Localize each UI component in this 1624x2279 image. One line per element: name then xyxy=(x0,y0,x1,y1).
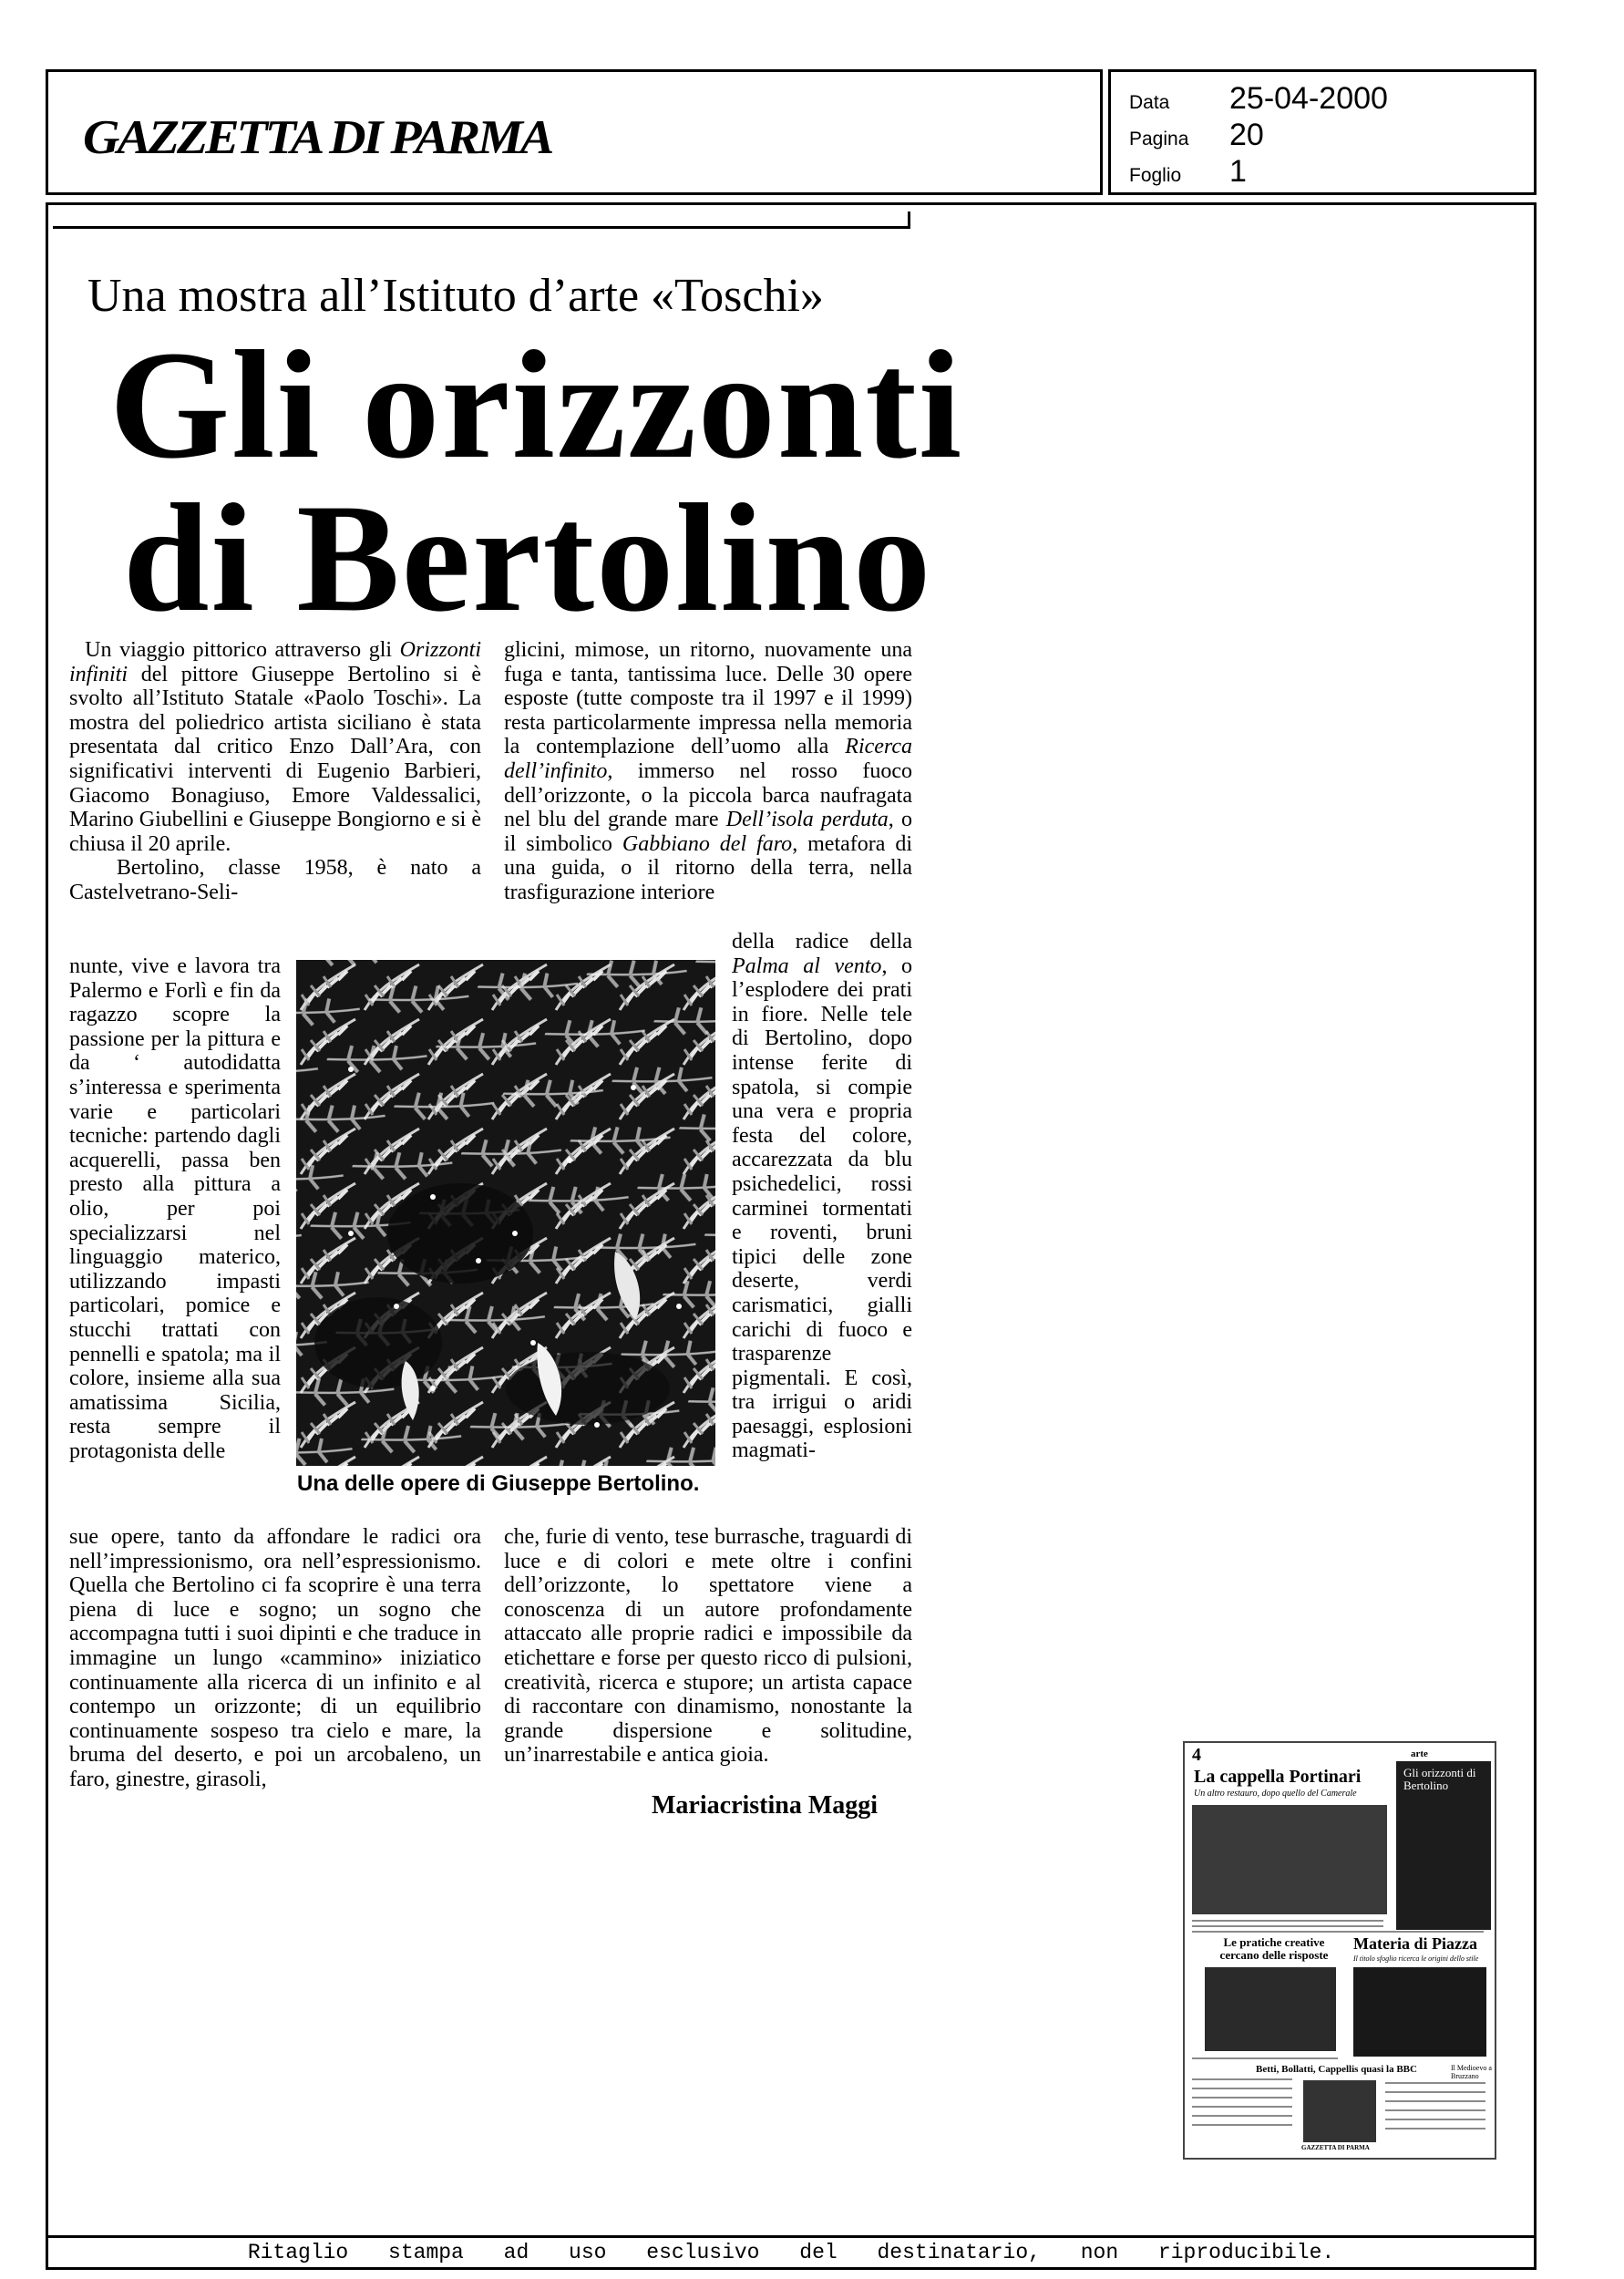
article-headline xyxy=(109,319,964,644)
article-kicker: Una mostra all’Istituto d’arte «Toschi» xyxy=(87,270,824,322)
page-thumbnail xyxy=(1183,1741,1496,2160)
clipping-footer xyxy=(46,2235,1537,2270)
masthead: GAZZETTA DI PARMA xyxy=(83,110,552,165)
thumb-headline-1: La cappella Portinari xyxy=(1194,1767,1362,1787)
col2-italic-1: Ricerca dell’infinito xyxy=(504,735,913,783)
col1-narrow-text: nunte, vive e lavora tra Palermo e Forlì e fin da ragazzo scopre la passione per la pittura e da ‘ autodidatta s’interessa e sperimenta varie e particolari tecniche: partendo dagli acquerelli, passa ben presto alla pittura a olio, per poi specializzarsi nel linguaggio materico, utilizzando impasti particolari, pomice e stucchi trattati con pennelli e spatola; ma il colore, insieme alla sua amatissima Sicilia, resta sempre il protagonista delle xyxy=(69,954,281,1463)
meta-foglio-label: Foglio xyxy=(1129,165,1182,186)
col1-bottom-text: sue opere, tanto da affondare le radici ora nell’impressionismo, ora nell’espressionismo. Quella che Bertolino ci fa scoprire è una terra piena di luce e sogno; un sogno che accompagna tutti i suoi dipinti e che traduce in immagine un lungo «cammino» iniziatico continuamente alla ricerca di un infinito e al contempo un orizzonte; di un equilibrio continuamente sospeso tra cielo e mare, la bruma del deserto, e poi un arcobaleno, un faro, ginestre, girasoli, xyxy=(69,1525,481,1791)
col2-narrow-italic: Palma al vento xyxy=(732,954,882,978)
col2-italic-2: Dell’isola perduta xyxy=(725,808,889,832)
col2-bottom-text: che, furie di vento, tese burrasche, traguardi di luce e di colori e mete oltre i confini dell’orizzonte, lo spettatore viene a conoscenza di un autore profondamente attaccato alle proprie radici e impossibile da etichettare e forse per questo ricco di pulsioni, creatività, ricerca e stupore; un artista capace di raccontare con dinamismo, nonostante la grande dispersione e solitudine, un’inarrestabile e antica gioia. xyxy=(504,1525,912,1768)
thumb-image-2 xyxy=(1205,1967,1336,2051)
col1-text-b: del pittore Giuseppe Bertolino si è svolto all’Istituto Statale «Paolo Toschi». La mostra del poliedrico artista siciliano è stata presentata dal critico Enzo Dall’Ara, con significativi interventi di Eugenio Barbieri, Giacomo Bonagiuso, Emore Valdessalici, Marino Giubellini e Giuseppe Bongiorno e si è chiusa il 20 aprile. xyxy=(69,662,482,856)
article-author: Mariacristina Maggi xyxy=(652,1791,879,1820)
thumb-text-line xyxy=(1385,2082,1485,2084)
thumb-page-number: 4 xyxy=(1192,1745,1201,1765)
header-meta-box xyxy=(1108,69,1537,195)
column-1-narrow xyxy=(69,954,281,1463)
thumb-text-line xyxy=(1192,2124,1292,2126)
col2-italic-3: Gabbiano del faro xyxy=(622,831,793,856)
thumb-text-line xyxy=(1192,2106,1292,2108)
column-1-bottom xyxy=(69,1525,481,1792)
col2-text-c: , o il simbolico xyxy=(504,808,913,856)
thumb-image-3 xyxy=(1353,1967,1486,2057)
artwork-photo xyxy=(296,960,715,1466)
col2-narrow-b: , o l’esplodere dei prati in fiore. Nelle tele di Bertolino, dopo intense ferite di spatola, si compie una vera e propria festa del colore, accarezzata da blu psichedelici, rossi carminei tormentati e roventi, bruni tipici delle zone deserte, verdi carismatici, gialli carichi di fuoco e trasparenze pigmentali. E così, tra irrigui o aridi paesaggi, esplosioni magmati- xyxy=(732,954,912,1463)
thumb-side-4: Il Medioevo a Bruzzano xyxy=(1451,2064,1492,2080)
thumb-image-4 xyxy=(1303,2080,1376,2142)
thumb-text-line xyxy=(1192,1920,1383,1922)
column-2-top xyxy=(504,638,912,905)
clipping-rule-tick xyxy=(908,211,910,229)
meta-data-value: 25-04-2000 xyxy=(1229,81,1388,116)
thumb-image-1 xyxy=(1192,1805,1387,1914)
column-1-top xyxy=(69,638,481,905)
footer-disclaimer: Ritaglio stampa ad uso esclusivo del destinatario, non riproducibile. xyxy=(247,2241,1335,2264)
col1-para2-start: Bertolino, classe 1958, è nato a Castelvetrano-Seli- xyxy=(69,856,482,904)
column-2-narrow xyxy=(732,930,912,1463)
meta-pagina-value: 20 xyxy=(1229,118,1264,152)
thumb-section: arte xyxy=(1411,1748,1428,1759)
col2-text-b: , immerso nel rosso fuoco dell’orizzonte, o la piccola barca naufragata nel blu del grande mare xyxy=(504,758,912,832)
thumb-text-line xyxy=(1385,2100,1485,2102)
thumb-subhead-3: Il titolo sfoglio ricerca le origini dello stile xyxy=(1353,1954,1479,1963)
thumb-headline-4: Betti, Bollatti, Cappellis quasi la BBC xyxy=(1256,2064,1417,2075)
column-2-bottom xyxy=(504,1525,912,1768)
meta-pagina-row xyxy=(1129,118,1264,152)
thumb-text-line xyxy=(1192,2057,1338,2059)
thumb-text-line xyxy=(1385,2128,1485,2129)
thumb-text-line xyxy=(1385,2109,1485,2111)
meta-data-label: Data xyxy=(1129,92,1170,113)
col1-text-a: Un viaggio pittorico attraverso gli xyxy=(85,638,393,662)
thumb-text-line xyxy=(1385,2119,1485,2120)
thumb-footer: GAZZETTA DI PARMA xyxy=(1301,2144,1370,2151)
headline-line-1: Gli orizzonti xyxy=(109,319,964,490)
clipping-top-rule xyxy=(53,226,910,229)
photo-caption: Una delle opere di Giuseppe Bertolino. xyxy=(297,1471,700,1496)
thumb-text-line xyxy=(1192,2078,1292,2080)
col2-text-a: glicini, mimose, un ritorno, nuovamente una fuga e tanta, tantissima luce. Delle 30 opere esposte (tutte composte tra il 1997 e il 1999) resta particolarmente impressa nella memoria la contemplazione dell’uomo alla xyxy=(504,638,912,759)
thumb-text-line xyxy=(1192,2088,1292,2089)
thumb-text-line xyxy=(1385,2091,1485,2093)
meta-data-row xyxy=(1129,81,1388,116)
headline-line-2: di Bertolino xyxy=(123,472,933,644)
header-masthead-box xyxy=(46,69,1103,195)
thumb-text-line xyxy=(1192,1931,1484,1933)
col1-italic-title: Orizzonti infiniti xyxy=(69,638,481,686)
col2-text-d: , metafora di una guida, o il ritorno della terra, nella trasfigurazione interiore xyxy=(504,831,913,904)
thumb-headline-2: Le pratiche creative cercano delle risposte xyxy=(1219,1935,1329,1962)
meta-foglio-row xyxy=(1129,154,1247,189)
thumb-text-line xyxy=(1192,2115,1292,2117)
thumb-text-line xyxy=(1192,1925,1383,1927)
thumb-text-line xyxy=(1192,2097,1292,2099)
col2-narrow-a: della radice della xyxy=(732,930,912,954)
meta-pagina-label: Pagina xyxy=(1129,129,1189,150)
thumb-headline-3: Materia di Piazza xyxy=(1353,1934,1477,1953)
artwork-image xyxy=(296,960,715,1466)
meta-foglio-value: 1 xyxy=(1229,154,1247,189)
thumb-feature-headline: Gli orizzonti di Bertolino xyxy=(1403,1766,1476,1792)
thumb-subhead-1: Un altro restauro, dopo quello del Camerale xyxy=(1194,1789,1357,1799)
